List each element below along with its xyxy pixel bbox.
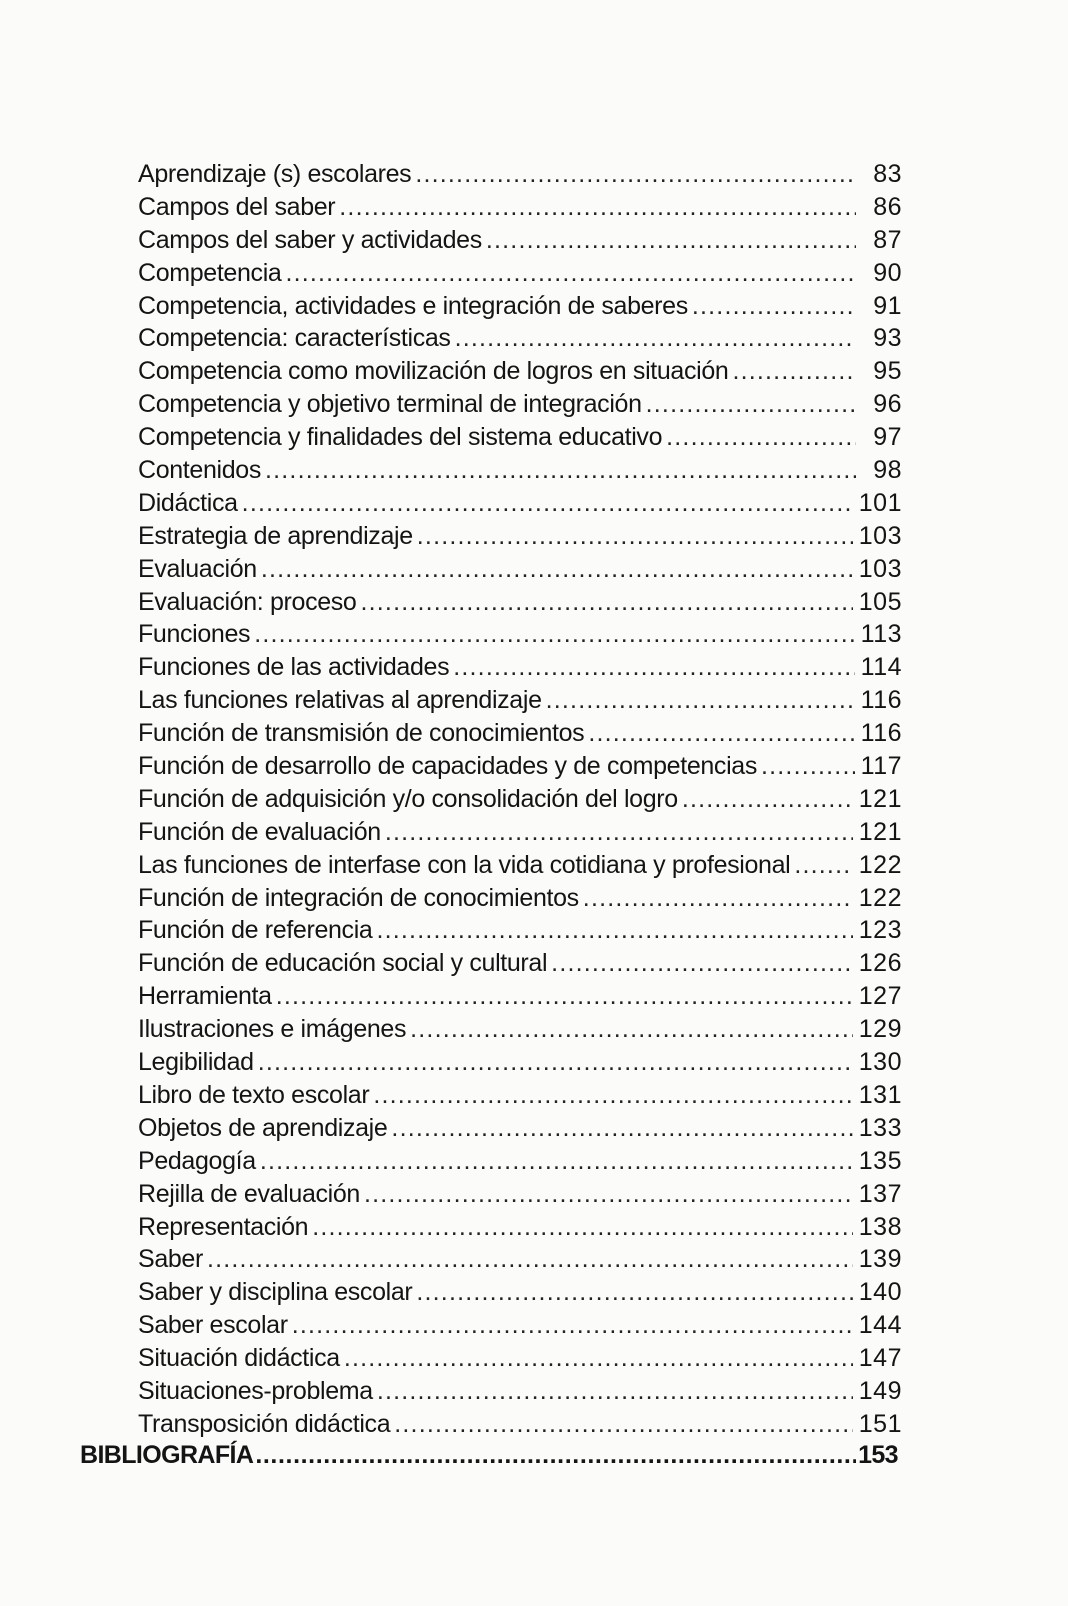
toc-entry-page-number: 90 [873,258,902,287]
toc-entry-label: Competencia: características [138,324,451,353]
toc-entry-page-number: 127 [858,982,902,1011]
toc-entry[interactable] [138,224,902,257]
toc-entry-page-number: 93 [873,324,902,353]
dot-leader [583,882,853,915]
toc-entry[interactable] [138,1375,902,1408]
toc-entry-label: Objetos de aprendizaje [138,1113,388,1142]
dot-leader [666,421,856,454]
dot-leader [417,520,853,553]
toc-entry-page-number: 83 [873,160,902,188]
toc-entry-label: Función de integración de conocimientos [138,883,579,912]
dot-leader [394,1408,853,1441]
dot-leader [455,322,856,355]
dot-leader [344,1342,853,1375]
dot-leader [453,651,854,684]
toc-entry-page-number: 114 [860,653,902,682]
dot-leader [361,586,853,619]
dot-leader [761,750,855,783]
toc-entry-page-number: 121 [858,784,902,813]
toc-entry-page-number: 105 [858,587,902,616]
toc-entry-label: Contenidos [138,456,261,485]
dot-leader [794,849,852,882]
dot-leader [254,618,854,651]
toc-entry-page-number: 135 [858,1146,902,1175]
toc-entry-page-number: 149 [858,1376,902,1405]
toc-entry-label: Competencia y objetivo terminal de integración [138,390,642,419]
toc-entry[interactable] [138,651,902,684]
dot-leader [285,257,856,290]
toc-entry-page-number: 121 [858,817,902,846]
toc-entry-label: Representación [138,1212,309,1241]
dot-leader [486,224,856,257]
toc-entry[interactable] [138,1342,902,1375]
toc-entry-label: Saber escolar [138,1311,288,1340]
toc-entry-page-number: 137 [858,1179,902,1208]
toc-entry-page-number: 147 [858,1344,902,1373]
toc-entry-page-number: 87 [873,225,902,254]
toc-entry-label: Campos del saber y actividades [138,225,482,254]
toc-entry-label: Didáctica [138,488,238,517]
toc-entry-page-number: 140 [858,1278,902,1307]
toc-entry[interactable] [138,1013,902,1046]
toc-entry-page-number: 98 [873,456,902,485]
toc-entry-page-number: 86 [873,192,902,221]
toc-entry-label: Herramienta [138,982,272,1011]
toc-entry[interactable] [138,586,902,619]
toc-entry[interactable] [138,618,902,651]
toc-entry[interactable] [138,750,902,783]
toc-entry[interactable] [138,684,902,717]
toc-entry[interactable] [138,520,902,553]
toc-entry-page-number: 95 [873,357,902,386]
dot-leader [260,1145,853,1178]
toc-entry-page-number: 131 [858,1080,902,1109]
toc-entry-label: Función de desarrollo de capacidades y de competencias [138,752,757,781]
toc-entry-label: Competencia como movilización de logros en situación [138,357,729,386]
toc-entry-page-number: 96 [873,390,902,419]
dot-leader [391,1112,852,1145]
toc-entry[interactable] [138,553,902,586]
toc-entry-page-number: 151 [858,1409,902,1438]
toc-entry-label: Las funciones de interfase con la vida cotidiana y profesional [138,850,791,879]
toc-entry[interactable] [138,388,902,421]
toc-entry-page-number: 116 [860,719,902,748]
toc-entry-label: Saber [138,1245,203,1274]
toc-entry-label: Funciones [138,620,251,649]
toc-entry[interactable] [138,421,902,454]
toc-entry[interactable] [138,1079,902,1112]
toc-entry-label: Competencia y finalidades del sistema educativo [138,423,663,452]
toc-entry-page-number: 117 [860,752,902,781]
toc-entry-page-number: 133 [858,1113,902,1142]
toc-entry-label: Libro de texto escolar [138,1080,370,1109]
dot-leader [376,914,852,947]
toc-entry-label: Aprendizaje (s) escolares [138,160,412,188]
dot-leader [588,717,854,750]
toc-entry-page-number: 103 [858,554,902,583]
toc-entry[interactable] [138,783,902,816]
toc-entry[interactable] [138,849,902,882]
toc-entry-page-number: 97 [873,423,902,452]
toc-entry-label: Función de transmisión de conocimientos [138,719,585,748]
toc-entry-label: Situaciones-problema [138,1376,373,1405]
toc-entry[interactable] [138,1276,902,1309]
dot-leader [373,1079,852,1112]
toc-entry-label: Competencia, actividades e integración de saberes [138,291,688,320]
toc-entry[interactable] [138,290,902,323]
toc-entry[interactable] [138,191,902,224]
toc-entry-label: Las funciones relativas al aprendizaje [138,686,542,715]
dot-leader [255,1438,856,1472]
toc-entry[interactable] [138,322,902,355]
toc-entry-label: Transposición didáctica [138,1409,391,1438]
dot-leader [265,454,856,487]
dot-leader [416,1276,852,1309]
toc-entry-page-number: 139 [858,1245,902,1274]
toc-entry-label: Función de educación social y cultural [138,949,548,978]
toc-entry[interactable] [138,947,902,980]
toc-entry-label: Estrategia de aprendizaje [138,521,413,550]
toc-entry-label: Evaluación: proceso [138,587,357,616]
toc-entry[interactable] [138,816,902,849]
toc-entry-label: Situación didáctica [138,1344,340,1373]
dot-leader [258,1046,853,1079]
toc-entry[interactable] [138,1112,902,1145]
toc-entry-label: Evaluación [138,554,257,583]
toc-entry-page-number: 123 [858,916,902,945]
toc-entry-label: Pedagogía [138,1146,256,1175]
dot-leader [410,1013,853,1046]
dot-leader [385,816,853,849]
toc-entry-page-number: 113 [860,620,902,649]
dot-leader [377,1375,853,1408]
dot-leader [312,1211,853,1244]
toc-entry-page-number: 122 [858,850,902,879]
dot-leader [339,191,856,224]
toc-entry[interactable] [138,1211,902,1244]
toc-entry-page-number: 103 [858,521,902,550]
dot-leader [261,553,853,586]
toc-entry-label: Función de evaluación [138,817,381,846]
toc-entry[interactable] [138,1178,902,1211]
dot-leader [546,684,855,717]
toc-entry[interactable] [138,717,902,750]
dot-leader [242,487,853,520]
toc-entry[interactable] [138,1309,902,1342]
toc-entry[interactable] [138,980,902,1013]
toc-entry-page-number: 144 [858,1311,902,1340]
table-of-contents [138,158,902,1441]
toc-entry[interactable] [138,1145,902,1178]
toc-entry-page-number: 130 [858,1048,902,1077]
toc-entry[interactable] [138,454,902,487]
toc-entry-page-number: 122 [858,883,902,912]
toc-entry-label: Función de adquisición y/o consolidación del logro [138,784,678,813]
dot-leader [207,1243,853,1276]
toc-entry-label: Rejilla de evaluación [138,1179,360,1208]
bibliography-entry[interactable] [80,1438,898,1472]
toc-entry[interactable] [138,1046,902,1079]
dot-leader [732,355,856,388]
bibliography-page-number: 153 [858,1441,898,1469]
toc-entry-label: Funciones de las actividades [138,653,450,682]
toc-entry-label: Campos del saber [138,192,336,221]
toc-entry-label: Competencia [138,258,282,287]
toc-entry[interactable] [138,487,902,520]
toc-entry[interactable] [138,882,902,915]
toc-entry-label: Ilustraciones e imágenes [138,1015,407,1044]
toc-entry-label: Saber y disciplina escolar [138,1278,413,1307]
dot-leader [415,158,856,191]
dot-leader [692,290,856,323]
toc-entry-page-number: 129 [858,1015,902,1044]
toc-entry-page-number: 126 [858,949,902,978]
toc-entry[interactable] [138,1408,902,1441]
toc-entry-page-number: 101 [858,488,902,517]
toc-entry[interactable] [138,1243,902,1276]
bibliography-label: BIBLIOGRAFÍA [80,1441,254,1469]
toc-entry[interactable] [138,355,902,388]
toc-entry[interactable] [138,158,902,191]
dot-leader [682,783,853,816]
toc-entry-page-number: 91 [873,291,902,320]
toc-entry-page-number: 138 [858,1212,902,1241]
dot-leader [364,1178,853,1211]
toc-entry-label: Función de referencia [138,916,373,945]
toc-entry[interactable] [138,914,902,947]
dot-leader [276,980,853,1013]
toc-entry-page-number: 116 [860,686,902,715]
toc-entry-label: Legibilidad [138,1048,254,1077]
toc-entry[interactable] [138,257,902,290]
dot-leader [646,388,856,421]
dot-leader [551,947,853,980]
dot-leader [292,1309,853,1342]
